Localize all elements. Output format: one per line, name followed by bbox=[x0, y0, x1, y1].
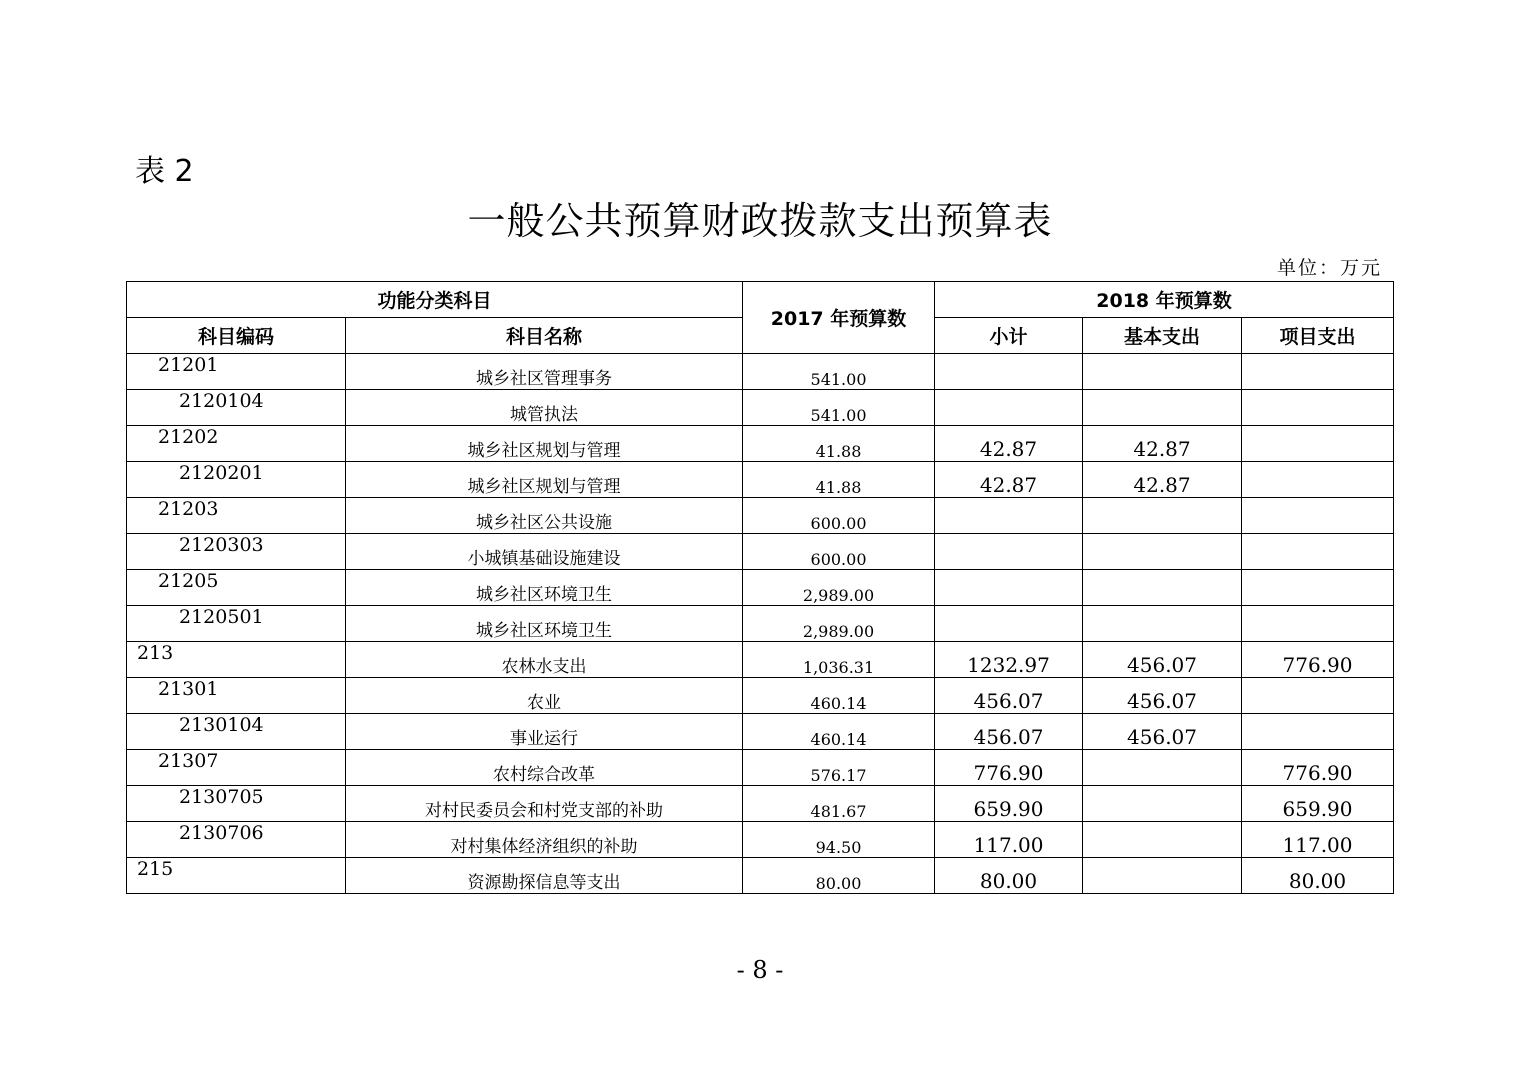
cell-code: 2130104 bbox=[127, 714, 346, 750]
cell-name: 城乡社区公共设施 bbox=[346, 498, 743, 534]
table-row bbox=[127, 390, 1394, 426]
cell-basic bbox=[1083, 534, 1242, 570]
cell-basic bbox=[1083, 570, 1242, 606]
cell-budget-2017: 600.00 bbox=[743, 534, 935, 570]
cell-project: 776.90 bbox=[1242, 642, 1394, 678]
cell-project bbox=[1242, 354, 1394, 390]
table-row bbox=[127, 786, 1394, 822]
cell-subtotal: 659.90 bbox=[935, 786, 1083, 822]
cell-subtotal bbox=[935, 534, 1083, 570]
cell-code: 2130705 bbox=[127, 786, 346, 822]
cell-subtotal bbox=[935, 570, 1083, 606]
cell-budget-2017: 460.14 bbox=[743, 678, 935, 714]
cell-basic bbox=[1083, 858, 1242, 894]
cell-basic: 42.87 bbox=[1083, 426, 1242, 462]
cell-basic bbox=[1083, 606, 1242, 642]
cell-basic: 456.07 bbox=[1083, 714, 1242, 750]
table-row bbox=[127, 714, 1394, 750]
cell-basic bbox=[1083, 390, 1242, 426]
cell-basic: 42.87 bbox=[1083, 462, 1242, 498]
cell-name: 资源勘探信息等支出 bbox=[346, 858, 743, 894]
cell-subtotal bbox=[935, 354, 1083, 390]
cell-code: 2130706 bbox=[127, 822, 346, 858]
page-number: - 8 - bbox=[736, 956, 784, 984]
cell-basic bbox=[1083, 750, 1242, 786]
cell-project: 659.90 bbox=[1242, 786, 1394, 822]
header-basic: 基本支出 bbox=[1083, 318, 1242, 354]
cell-code: 21301 bbox=[127, 678, 346, 714]
cell-basic bbox=[1083, 822, 1242, 858]
table-row bbox=[127, 678, 1394, 714]
cell-name: 城乡社区管理事务 bbox=[346, 354, 743, 390]
cell-project bbox=[1242, 678, 1394, 714]
cell-code: 2120201 bbox=[127, 462, 346, 498]
cell-project bbox=[1242, 714, 1394, 750]
cell-budget-2017: 460.14 bbox=[743, 714, 935, 750]
cell-code: 21205 bbox=[127, 570, 346, 606]
cell-basic: 456.07 bbox=[1083, 678, 1242, 714]
table-row bbox=[127, 570, 1394, 606]
cell-subtotal: 456.07 bbox=[935, 714, 1083, 750]
cell-subtotal: 776.90 bbox=[935, 750, 1083, 786]
cell-budget-2017: 576.17 bbox=[743, 750, 935, 786]
cell-budget-2017: 41.88 bbox=[743, 462, 935, 498]
cell-subtotal: 117.00 bbox=[935, 822, 1083, 858]
table-row bbox=[127, 750, 1394, 786]
cell-code: 2120501 bbox=[127, 606, 346, 642]
cell-budget-2017: 41.88 bbox=[743, 426, 935, 462]
header-code: 科目编码 bbox=[127, 318, 346, 354]
cell-basic bbox=[1083, 498, 1242, 534]
cell-project bbox=[1242, 606, 1394, 642]
header-budget-2018: 2018 年预算数 bbox=[935, 282, 1394, 318]
document-title: 一般公共预算财政拨款支出预算表 bbox=[467, 199, 1053, 243]
table-row bbox=[127, 354, 1394, 390]
cell-code: 21307 bbox=[127, 750, 346, 786]
cell-basic: 456.07 bbox=[1083, 642, 1242, 678]
table-row bbox=[127, 534, 1394, 570]
header-project: 项目支出 bbox=[1242, 318, 1394, 354]
cell-project bbox=[1242, 534, 1394, 570]
cell-project bbox=[1242, 426, 1394, 462]
cell-name: 城乡社区环境卫生 bbox=[346, 606, 743, 642]
cell-subtotal: 42.87 bbox=[935, 462, 1083, 498]
cell-code: 2120104 bbox=[127, 390, 346, 426]
cell-subtotal bbox=[935, 390, 1083, 426]
cell-code: 213 bbox=[127, 642, 346, 678]
cell-basic bbox=[1083, 354, 1242, 390]
cell-subtotal: 80.00 bbox=[935, 858, 1083, 894]
cell-budget-2017: 80.00 bbox=[743, 858, 935, 894]
cell-name: 农林水支出 bbox=[346, 642, 743, 678]
table-row bbox=[127, 606, 1394, 642]
cell-project bbox=[1242, 498, 1394, 534]
cell-budget-2017: 2,989.00 bbox=[743, 606, 935, 642]
cell-budget-2017: 94.50 bbox=[743, 822, 935, 858]
cell-name: 事业运行 bbox=[346, 714, 743, 750]
cell-subtotal bbox=[935, 498, 1083, 534]
cell-project bbox=[1242, 462, 1394, 498]
cell-name: 城乡社区规划与管理 bbox=[346, 426, 743, 462]
header-name: 科目名称 bbox=[346, 318, 743, 354]
cell-code: 21203 bbox=[127, 498, 346, 534]
cell-name: 城管执法 bbox=[346, 390, 743, 426]
cell-budget-2017: 600.00 bbox=[743, 498, 935, 534]
cell-project bbox=[1242, 570, 1394, 606]
cell-name: 对村集体经济组织的补助 bbox=[346, 822, 743, 858]
cell-budget-2017: 481.67 bbox=[743, 786, 935, 822]
cell-subtotal: 42.87 bbox=[935, 426, 1083, 462]
cell-project: 117.00 bbox=[1242, 822, 1394, 858]
cell-code: 2120303 bbox=[127, 534, 346, 570]
table-row bbox=[127, 858, 1394, 894]
cell-name: 对村民委员会和村党支部的补助 bbox=[346, 786, 743, 822]
cell-project bbox=[1242, 390, 1394, 426]
table-row bbox=[127, 462, 1394, 498]
cell-name: 城乡社区规划与管理 bbox=[346, 462, 743, 498]
cell-project: 776.90 bbox=[1242, 750, 1394, 786]
table-row bbox=[127, 426, 1394, 462]
cell-subtotal bbox=[935, 606, 1083, 642]
cell-project: 80.00 bbox=[1242, 858, 1394, 894]
table-row bbox=[127, 822, 1394, 858]
cell-budget-2017: 1,036.31 bbox=[743, 642, 935, 678]
cell-code: 21202 bbox=[127, 426, 346, 462]
table-row bbox=[127, 642, 1394, 678]
header-subtotal: 小计 bbox=[935, 318, 1083, 354]
cell-code: 21201 bbox=[127, 354, 346, 390]
cell-name: 城乡社区环境卫生 bbox=[346, 570, 743, 606]
unit-label: 单位：万元 bbox=[1276, 257, 1382, 279]
table-header bbox=[127, 282, 1394, 354]
cell-code: 215 bbox=[127, 858, 346, 894]
table-label: 表 2 bbox=[135, 154, 194, 189]
cell-subtotal: 1232.97 bbox=[935, 642, 1083, 678]
cell-basic bbox=[1083, 786, 1242, 822]
header-functional-category: 功能分类科目 bbox=[127, 282, 743, 318]
table-row bbox=[127, 498, 1394, 534]
cell-budget-2017: 2,989.00 bbox=[743, 570, 935, 606]
cell-name: 农村综合改革 bbox=[346, 750, 743, 786]
budget-table bbox=[126, 281, 1394, 894]
cell-budget-2017: 541.00 bbox=[743, 390, 935, 426]
cell-name: 农业 bbox=[346, 678, 743, 714]
cell-subtotal: 456.07 bbox=[935, 678, 1083, 714]
header-row-1 bbox=[127, 282, 1394, 318]
cell-name: 小城镇基础设施建设 bbox=[346, 534, 743, 570]
cell-budget-2017: 541.00 bbox=[743, 354, 935, 390]
table-body bbox=[127, 354, 1394, 894]
header-budget-2017: 2017 年预算数 bbox=[743, 282, 935, 354]
